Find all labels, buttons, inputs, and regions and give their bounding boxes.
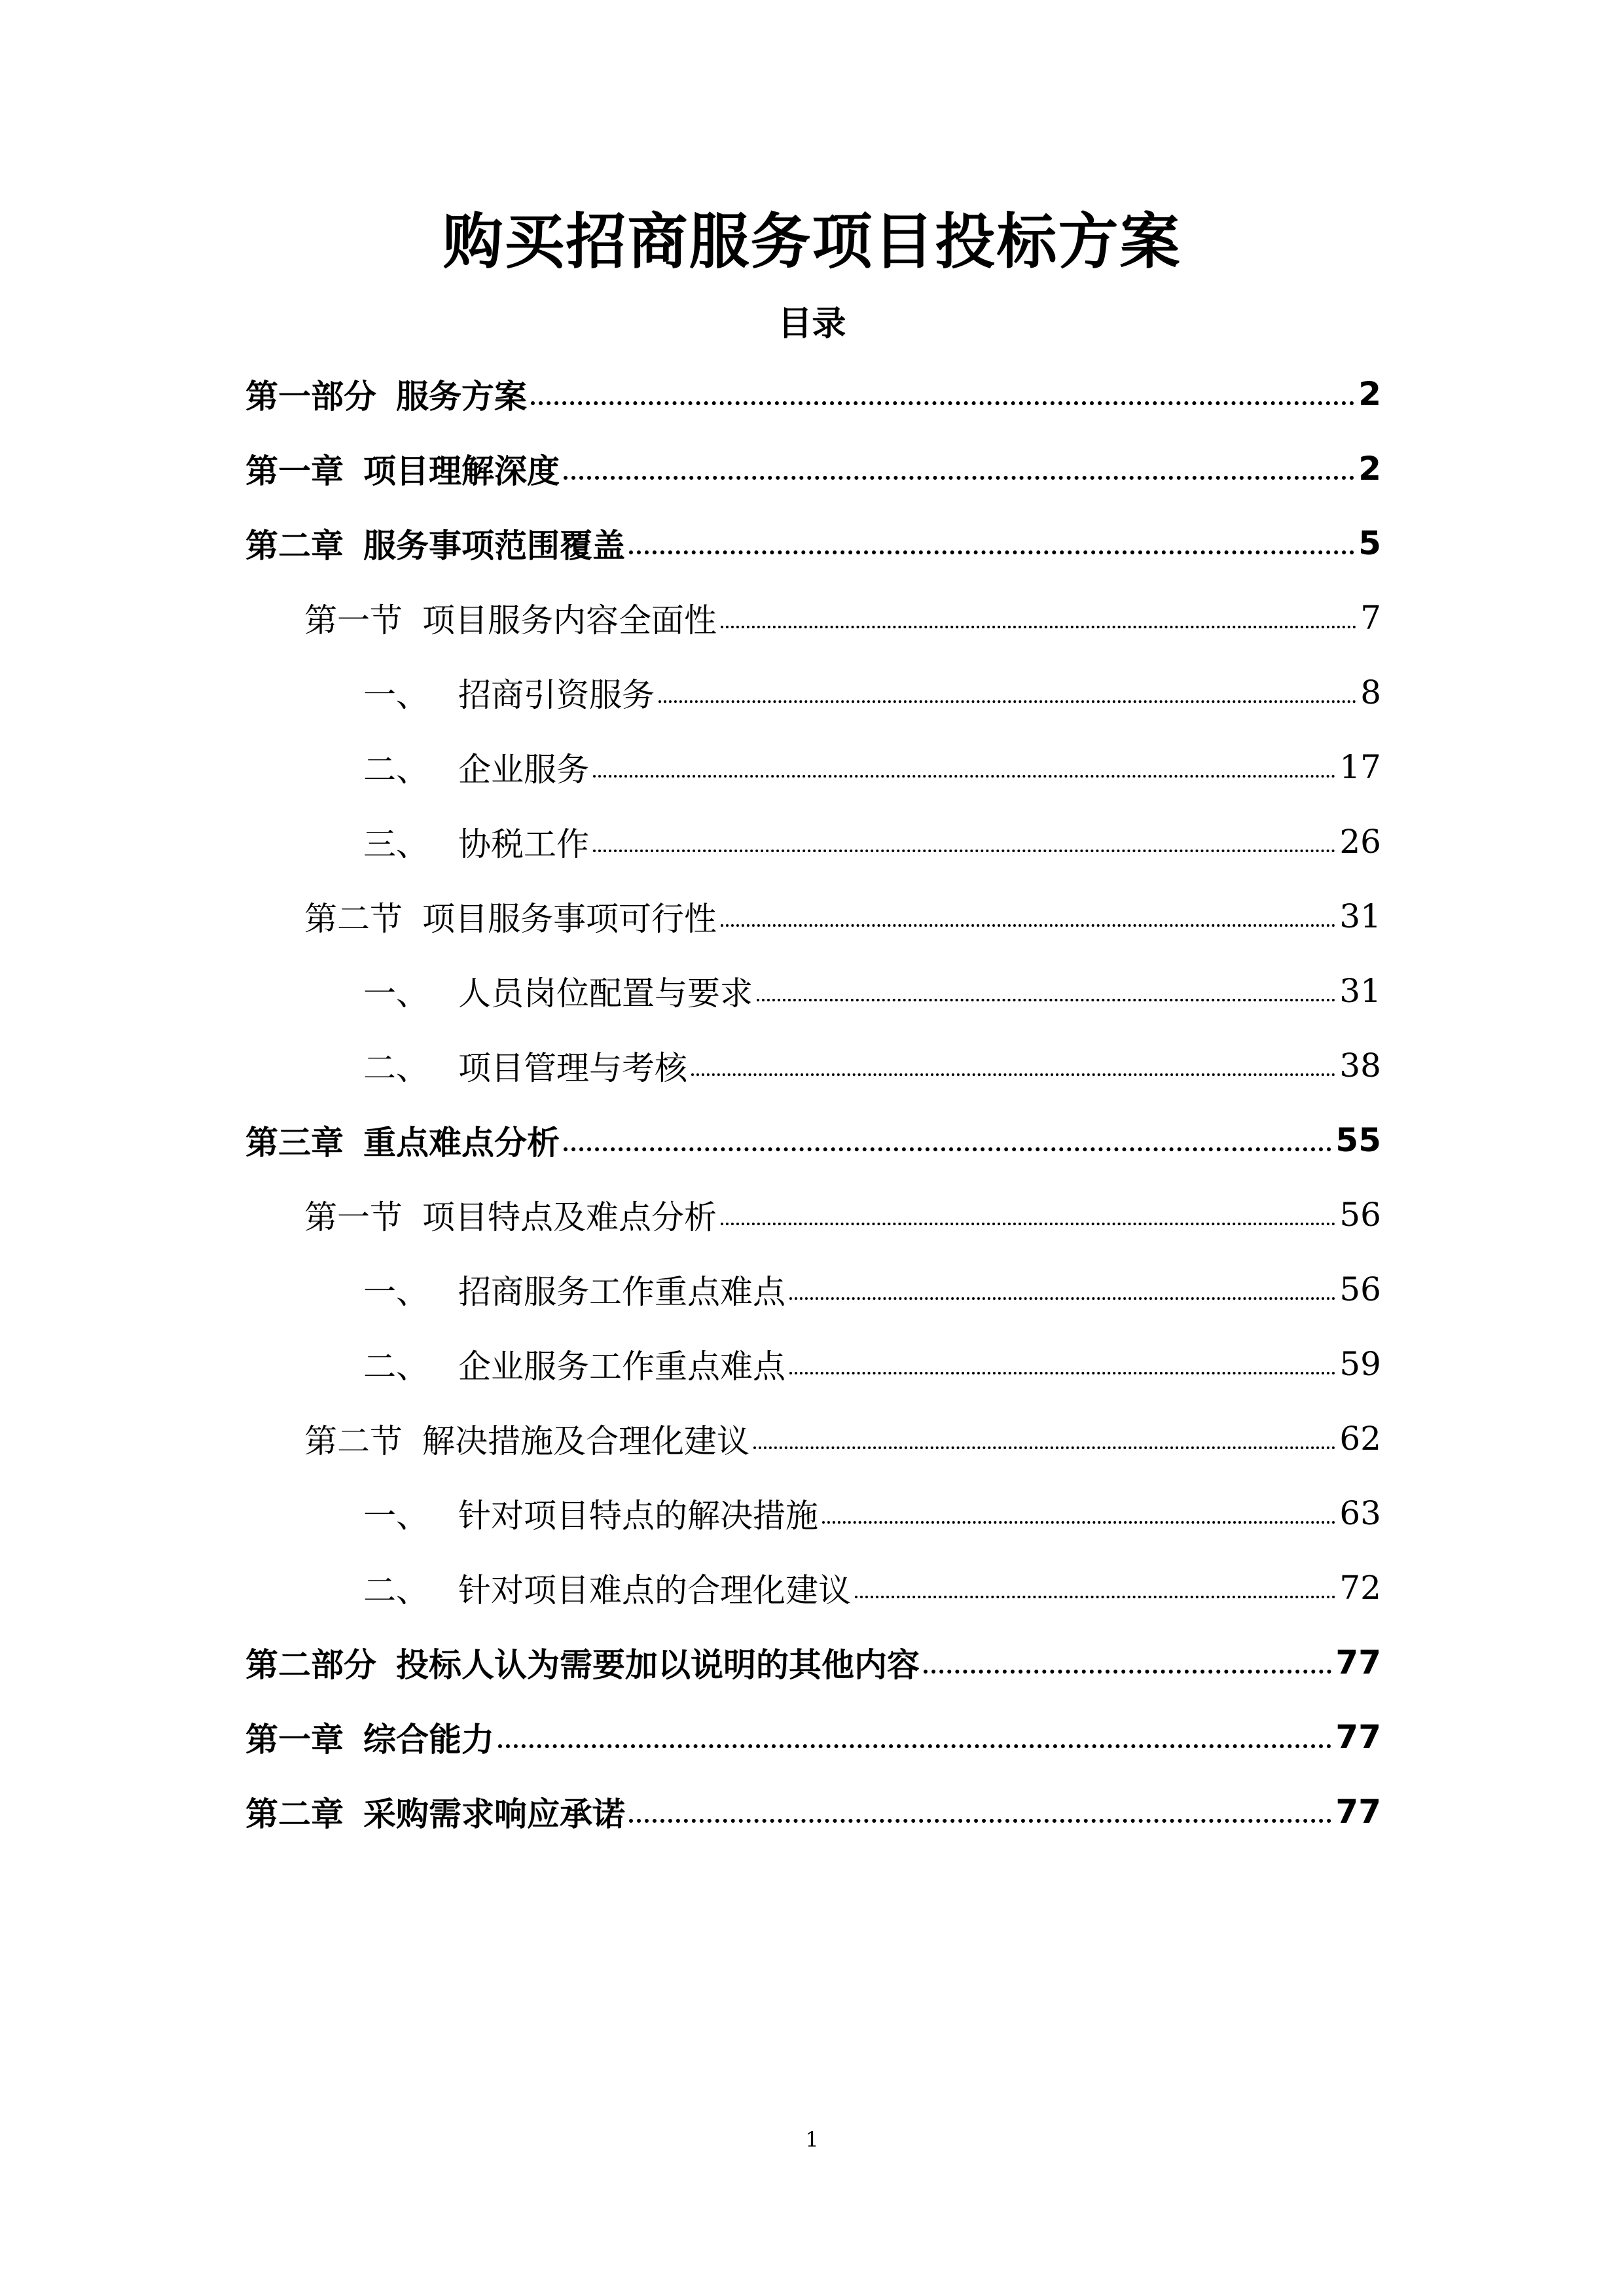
toc-entry-number: 一、 [363,1497,429,1535]
toc-entry-page: 55 [1335,1121,1381,1159]
toc-entry-label: 招商服务工作重点难点 [458,1273,785,1311]
toc-dot-leader [531,401,1354,405]
toc-entry[interactable] [245,431,1381,506]
toc-entry-page: 77 [1335,1793,1381,1831]
toc-dot-leader [753,1446,1335,1449]
toc-dot-leader [659,700,1356,703]
toc-entry[interactable] [245,1700,1381,1774]
toc-entry-number: 三、 [363,825,429,863]
toc-dot-leader [629,1819,1331,1823]
toc-dot-leader [789,1372,1335,1374]
toc-entry[interactable] [245,506,1381,581]
toc-entry-number: 二、 [363,751,429,789]
toc-entry-number: 第二部分 [245,1646,376,1684]
toc-entry-label: 综合能力 [363,1721,494,1759]
toc-dot-leader [789,1297,1335,1300]
toc-entry-page: 72 [1339,1569,1381,1607]
toc-dot-leader [498,1744,1331,1748]
toc-dot-leader [564,476,1354,480]
toc-entry-number: 第一部分 [245,378,376,416]
toc-entry-label: 投标人认为需要加以说明的其他内容 [396,1646,920,1684]
toc-entry-page: 7 [1360,599,1381,637]
toc-entry[interactable] [245,1476,1381,1551]
toc-entry-page: 56 [1339,1196,1381,1234]
toc-entry[interactable] [245,1177,1381,1252]
toc-dot-leader [822,1521,1335,1524]
toc-entry-number: 第二章 [245,1795,344,1833]
toc-dot-leader [593,775,1335,778]
toc-entry-label: 项目理解深度 [363,452,560,490]
toc-entry[interactable] [245,1401,1381,1476]
toc-entry-number: 第一章 [245,452,344,490]
toc-entry-number: 一、 [363,676,429,714]
toc-entry[interactable] [245,730,1381,804]
toc-entry-page: 38 [1339,1047,1381,1085]
toc-entry-label: 协税工作 [458,825,589,863]
toc-entry-number: 二、 [363,1571,429,1609]
toc-entry-page: 62 [1339,1420,1381,1458]
toc-entry-label: 项目服务内容全面性 [422,601,717,639]
toc-entry[interactable] [245,357,1381,431]
toc-entry-page: 5 [1358,524,1381,562]
toc-dot-leader [629,550,1354,554]
toc-entry-label: 解决措施及合理化建议 [422,1422,749,1460]
toc-entry-label: 针对项目特点的解决措施 [458,1497,818,1535]
toc-entry-label: 招商引资服务 [458,676,655,714]
toc-entry-number: 第一章 [245,1721,344,1759]
toc-entry-label: 采购需求响应承诺 [363,1795,625,1833]
toc-entry[interactable] [245,954,1381,1028]
toc-entry-number: 第二章 [245,527,344,565]
toc-entry[interactable] [245,1103,1381,1177]
toc-entry[interactable] [245,1625,1381,1700]
toc-entry-page: 77 [1335,1718,1381,1756]
toc-entry-page: 2 [1358,450,1381,488]
page-number: 1 [805,2127,819,2152]
toc-entry-page: 26 [1339,823,1381,861]
toc-dot-leader [721,924,1335,927]
toc-entry[interactable] [245,804,1381,879]
toc-entry-number: 第一节 [304,1198,403,1236]
toc-entry-number: 第二节 [304,1422,403,1460]
toc-entry[interactable] [245,1028,1381,1103]
toc-entry-page: 17 [1339,748,1381,786]
toc-entry-page: 8 [1360,673,1381,711]
toc-entry-number: 第三章 [245,1124,344,1162]
toc-entry-page: 31 [1339,972,1381,1010]
toc-dot-leader [593,850,1335,852]
toc-entry-label: 人员岗位配置与要求 [458,975,753,1013]
toc-dot-leader [757,999,1335,1001]
toc-dot-leader [691,1073,1335,1076]
toc-entry-page: 59 [1339,1345,1381,1383]
toc-dot-leader [721,1223,1335,1225]
toc-entry-label: 针对项目难点的合理化建议 [458,1571,851,1609]
toc-entry-label: 项目特点及难点分析 [422,1198,717,1236]
table-of-contents [245,357,1381,1849]
toc-entry[interactable] [245,581,1381,655]
toc-entry-page: 77 [1335,1643,1381,1681]
toc-entry-label: 服务方案 [396,378,527,416]
toc-entry-number: 二、 [363,1049,429,1087]
document-title: 购买招商服务项目投标方案 [442,207,1182,277]
toc-dot-leader [924,1670,1331,1674]
toc-entry-label: 重点难点分析 [363,1124,560,1162]
toc-dot-leader [564,1147,1331,1151]
toc-dot-leader [855,1596,1335,1598]
toc-entry-label: 企业服务 [458,751,589,789]
toc-heading: 目录 [778,304,846,344]
toc-entry-page: 2 [1358,375,1381,413]
toc-entry-page: 63 [1339,1494,1381,1532]
toc-entry-label: 项目管理与考核 [458,1049,687,1087]
toc-entry-number: 一、 [363,975,429,1013]
toc-entry-label: 项目服务事项可行性 [422,900,717,938]
toc-entry-number: 二、 [363,1348,429,1386]
toc-entry-page: 31 [1339,897,1381,935]
toc-entry[interactable] [245,879,1381,954]
toc-entry-label: 企业服务工作重点难点 [458,1348,785,1386]
toc-entry[interactable] [245,655,1381,730]
toc-entry-number: 第一节 [304,601,403,639]
toc-entry-number: 一、 [363,1273,429,1311]
toc-entry[interactable] [245,1327,1381,1401]
toc-entry-label: 服务事项范围覆盖 [363,527,625,565]
toc-entry-number: 第二节 [304,900,403,938]
toc-entry[interactable] [245,1252,1381,1327]
toc-entry[interactable] [245,1551,1381,1625]
toc-entry-page: 56 [1339,1270,1381,1308]
toc-entry[interactable] [245,1774,1381,1849]
toc-dot-leader [721,626,1356,628]
